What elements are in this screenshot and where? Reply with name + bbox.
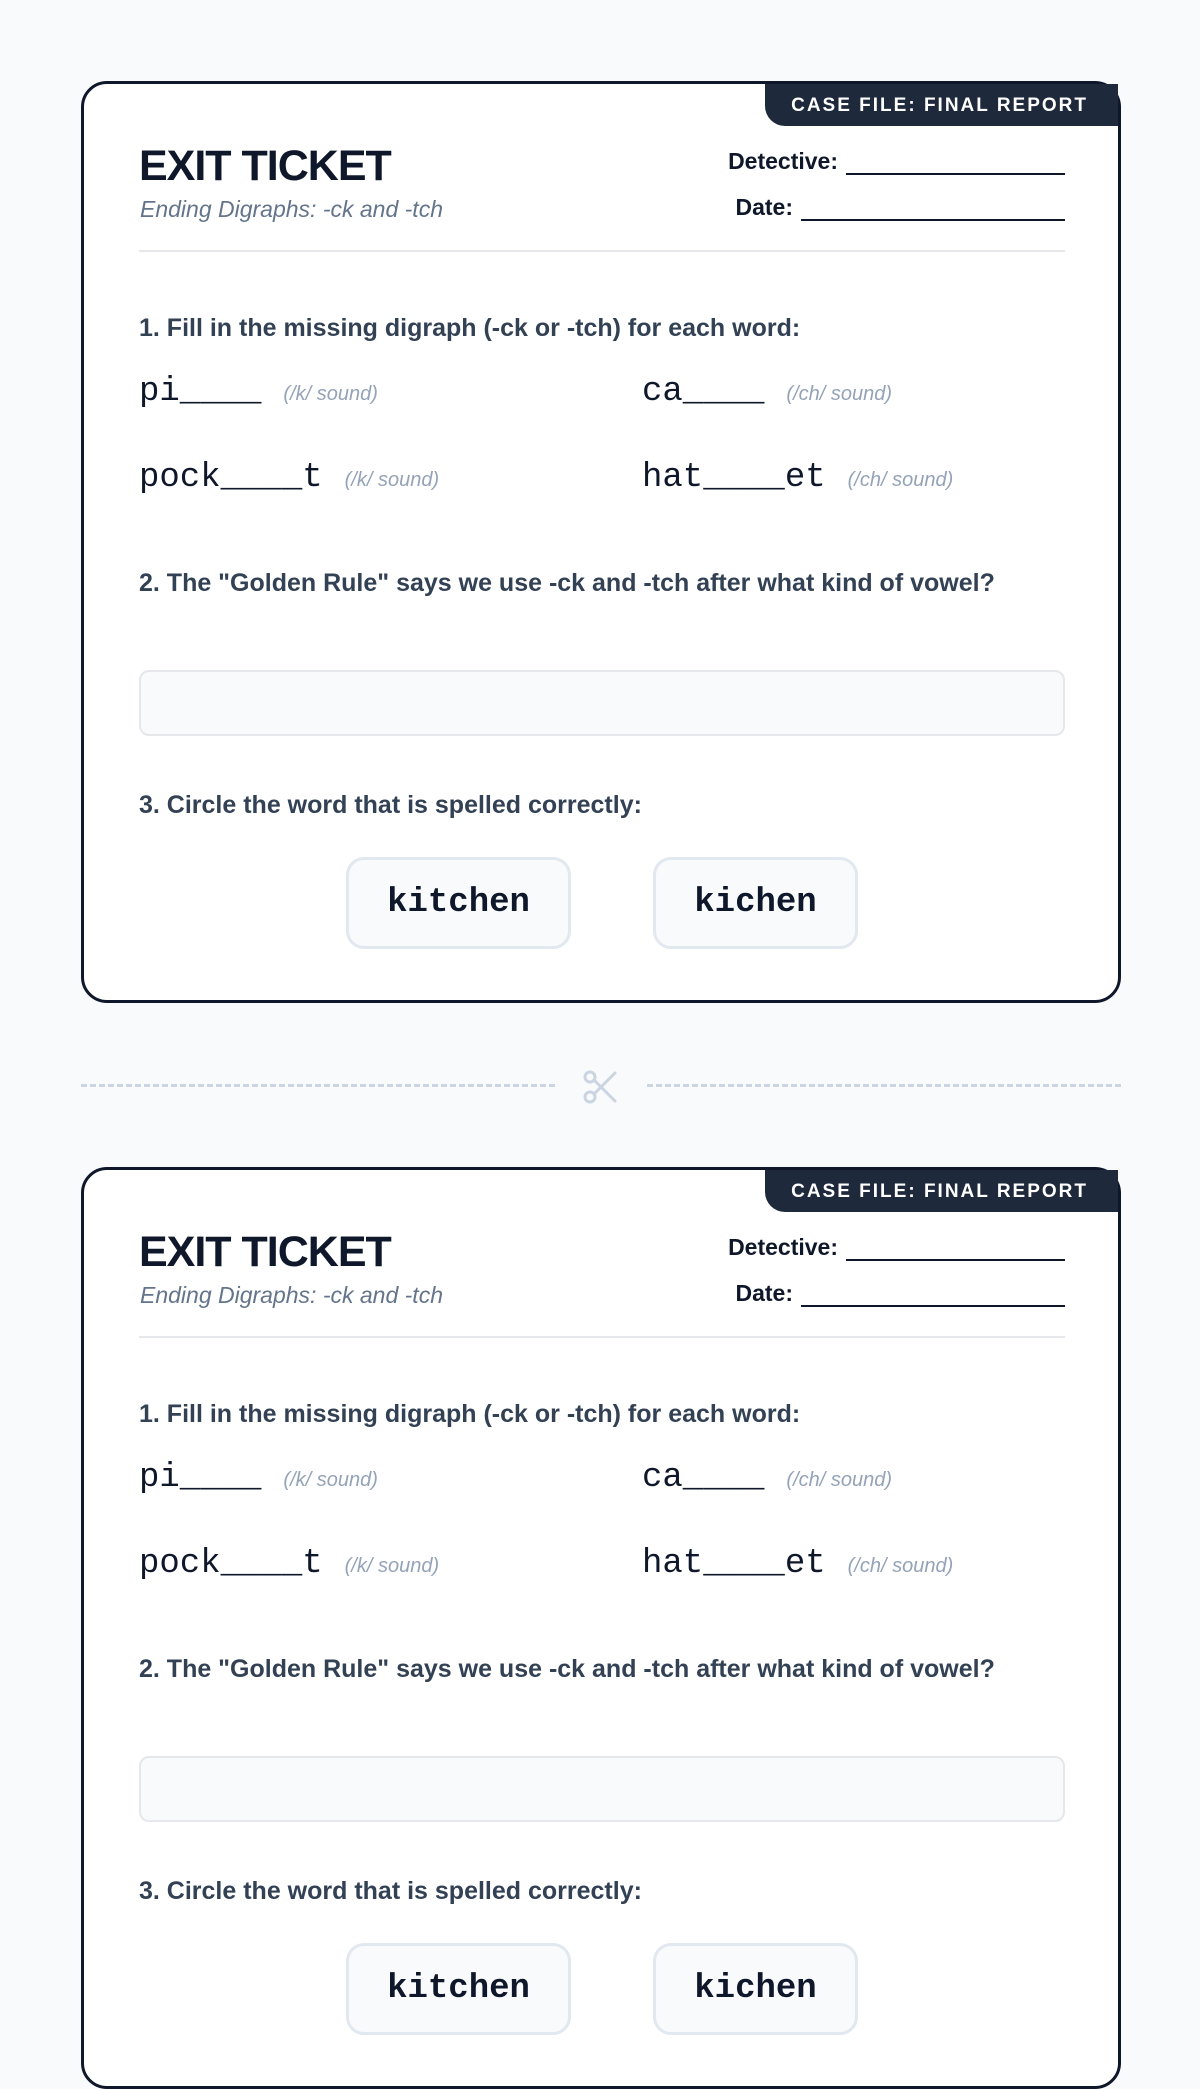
- word-item[interactable]: [139, 373, 378, 411]
- question-1-prompt: 1. Fill in the missing digraph (-ck or -tch) for each word:: [139, 314, 801, 342]
- ticket-title: EXIT TICKET: [139, 142, 391, 190]
- date-label: Date:: [735, 1280, 793, 1306]
- date-line[interactable]: [801, 1287, 1065, 1307]
- word-blank[interactable]: hat____et: [642, 1545, 826, 1583]
- case-file-tab: CASE FILE: FINAL REPORT: [765, 84, 1118, 126]
- sound-hint: (/k/ sound): [283, 1469, 378, 1491]
- sound-hint: (/ch/ sound): [786, 383, 893, 405]
- word-item[interactable]: [139, 1459, 378, 1497]
- question-1-prompt: 1. Fill in the missing digraph (-ck or -tch) for each word:: [139, 1400, 801, 1428]
- sound-hint: (/ch/ sound): [847, 469, 954, 491]
- sound-hint: (/k/ sound): [344, 1555, 440, 1577]
- date-field[interactable]: [735, 1280, 1065, 1307]
- exit-ticket-card: [81, 1167, 1121, 2089]
- cut-line-right: [647, 1084, 1121, 1087]
- ticket-subtitle: Ending Digraphs: -ck and -tch: [140, 1282, 443, 1308]
- word-blank[interactable]: pock____t: [139, 459, 323, 497]
- detective-field[interactable]: [728, 1234, 1065, 1261]
- choice-kitchen[interactable]: kitchen: [346, 1943, 571, 2035]
- detective-line[interactable]: [846, 1241, 1065, 1261]
- exit-ticket-card: [81, 81, 1121, 1003]
- word-item[interactable]: [139, 1545, 439, 1583]
- choice-kitchen[interactable]: kitchen: [346, 857, 571, 949]
- word-blank[interactable]: ca____: [642, 1459, 765, 1497]
- detective-label: Detective:: [728, 1234, 838, 1260]
- word-blank[interactable]: ca____: [642, 373, 765, 411]
- question-2-prompt: 2. The "Golden Rule" says we use -ck and -tch after what kind of vowel?: [139, 569, 995, 597]
- word-item[interactable]: [642, 373, 892, 411]
- word-blank[interactable]: pi____: [139, 1459, 262, 1497]
- cut-line-left: [81, 1084, 555, 1087]
- date-line[interactable]: [801, 201, 1065, 221]
- choice-kichen[interactable]: kichen: [653, 1943, 858, 2035]
- word-item[interactable]: [139, 459, 439, 497]
- date-field[interactable]: [735, 194, 1065, 221]
- question-2-prompt: 2. The "Golden Rule" says we use -ck and -tch after what kind of vowel?: [139, 1655, 995, 1683]
- detective-field[interactable]: [728, 148, 1065, 175]
- word-blank[interactable]: pock____t: [139, 1545, 323, 1583]
- detective-label: Detective:: [728, 148, 838, 174]
- scissors-icon: [581, 1068, 619, 1106]
- word-item[interactable]: [642, 1459, 892, 1497]
- detective-line[interactable]: [846, 155, 1065, 175]
- word-item[interactable]: [642, 459, 953, 497]
- date-label: Date:: [735, 194, 793, 220]
- sound-hint: (/k/ sound): [344, 469, 440, 491]
- ticket-subtitle: Ending Digraphs: -ck and -tch: [140, 196, 443, 222]
- sound-hint: (/ch/ sound): [786, 1469, 893, 1491]
- word-item[interactable]: [642, 1545, 953, 1583]
- ticket-title: EXIT TICKET: [139, 1228, 391, 1276]
- question-2-answer-box[interactable]: [139, 670, 1065, 736]
- question-3-prompt: 3. Circle the word that is spelled correctly:: [139, 1877, 642, 1905]
- sound-hint: (/k/ sound): [283, 383, 378, 405]
- question-2-answer-box[interactable]: [139, 1756, 1065, 1822]
- choice-kichen[interactable]: kichen: [653, 857, 858, 949]
- ticket-header: [139, 1224, 1065, 1338]
- sound-hint: (/ch/ sound): [847, 1555, 954, 1577]
- word-blank[interactable]: hat____et: [642, 459, 826, 497]
- case-file-tab: CASE FILE: FINAL REPORT: [765, 1170, 1118, 1212]
- ticket-header: [139, 138, 1065, 252]
- question-3-prompt: 3. Circle the word that is spelled correctly:: [139, 791, 642, 819]
- word-blank[interactable]: pi____: [139, 373, 262, 411]
